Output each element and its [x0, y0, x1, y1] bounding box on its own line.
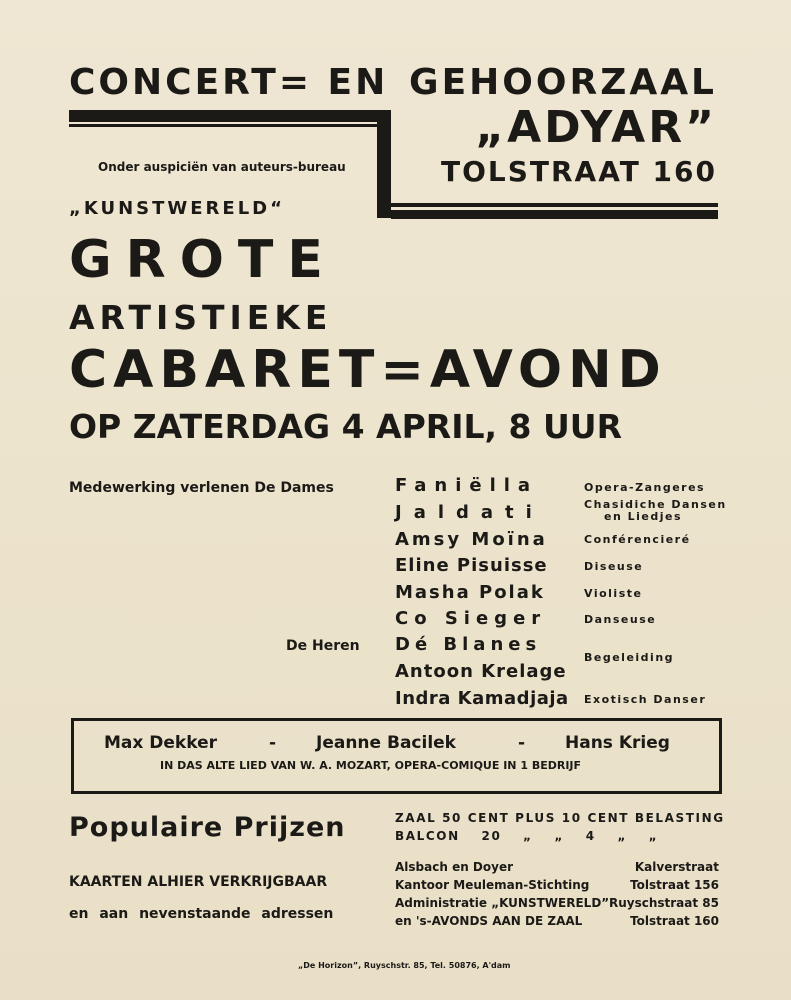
address-street: Ruyschstraat 85 — [608, 896, 719, 910]
performer-role: Danseuse — [584, 613, 657, 626]
performer-role: Exotisch Danser — [584, 693, 707, 706]
auspices-text: Onder auspiciën van auteurs-bureau — [98, 160, 346, 174]
performer-role: Diseuse — [584, 560, 644, 573]
title-artistieke: ARTISTIEKE — [69, 298, 333, 337]
address-name: Alsbach en Doyer — [395, 860, 514, 874]
header-line-right: GEHOORZAAL — [409, 62, 717, 103]
venue-name: „ADYAR” — [475, 102, 717, 153]
title-cabaret-avond: CABARET=AVOND — [69, 340, 667, 400]
performer-role-line2: en Liedjes — [604, 510, 683, 523]
performer-name: Masha Polak — [395, 582, 545, 603]
tickets-line1: KAARTEN ALHIER VERKRIJGBAAR — [69, 874, 328, 890]
gentlemen-label: De Heren — [286, 638, 360, 654]
opera-separator: - — [518, 733, 526, 753]
venue-street: TOLSTRAAT 160 — [440, 155, 717, 188]
performer-name: Dé Blanes — [395, 634, 542, 655]
address-name: Administratie „KUNSTWERELD” — [395, 896, 610, 910]
address-street: Kalverstraat — [634, 860, 719, 874]
performer-role: Violiste — [584, 587, 643, 600]
header-rule-left-thin — [69, 124, 377, 127]
prices-heading: Populaire Prijzen — [69, 812, 346, 843]
title-grote: GROTE — [69, 230, 337, 290]
header-rule-right-thin — [391, 203, 718, 207]
address-name: Kantoor Meuleman-Stichting — [395, 878, 590, 892]
accompaniment-role: Begeleiding — [584, 651, 675, 664]
address-name: en 's-AVONDS AAN DE ZAAL — [395, 914, 583, 928]
opera-comique-box — [71, 718, 722, 794]
bureau-name: „KUNSTWERELD“ — [69, 198, 285, 219]
performer-role: Chasidiche Dansen — [584, 498, 727, 511]
opera-singer: Max Dekker — [104, 733, 217, 753]
opera-singer: Jeanne Bacilek — [316, 733, 456, 753]
address-street: Tolstraat 156 — [630, 878, 719, 892]
performer-name: Amsy Moïna — [395, 529, 548, 550]
performer-name: Eline Pisuisse — [395, 555, 548, 576]
performer-name: Antoon Krelage — [395, 661, 567, 682]
tickets-line2: en aan nevenstaande adressen — [69, 906, 334, 922]
performer-name: Faniëlla — [395, 475, 539, 496]
opera-subtitle: IN DAS ALTE LIED VAN W. A. MOZART, OPERA-COMIQUE IN 1 BEDRIJF — [160, 759, 582, 772]
performer-name: Indra Kamadjaja — [395, 688, 569, 709]
header-rule-right — [391, 210, 718, 219]
opera-singer: Hans Krieg — [565, 733, 670, 753]
performer-role: Conférencieré — [584, 533, 691, 546]
printer-imprint: „De Horizon”, Ruyschstr. 85, Tel. 50876, A'dam — [298, 961, 511, 970]
prices-zaal: ZAAL 50 CENT PLUS 10 CENT BELASTING — [395, 811, 725, 825]
opera-separator: - — [269, 733, 277, 753]
header-rule-vertical — [377, 110, 391, 218]
performer-name: Jaldati — [395, 502, 544, 523]
event-date: OP ZATERDAG 4 APRIL, 8 UUR — [69, 407, 622, 446]
header-line-left: CONCERT= EN — [69, 62, 389, 103]
performer-name: Co Sieger — [395, 608, 547, 629]
address-street: Tolstraat 160 — [630, 914, 719, 928]
ladies-label: Medewerking verlenen De Dames — [69, 480, 334, 496]
performer-role: Opera-Zangeres — [584, 481, 706, 494]
header-rule-left — [69, 110, 377, 122]
prices-balcon: BALCON 20 „ „ 4 „ „ — [395, 829, 659, 843]
